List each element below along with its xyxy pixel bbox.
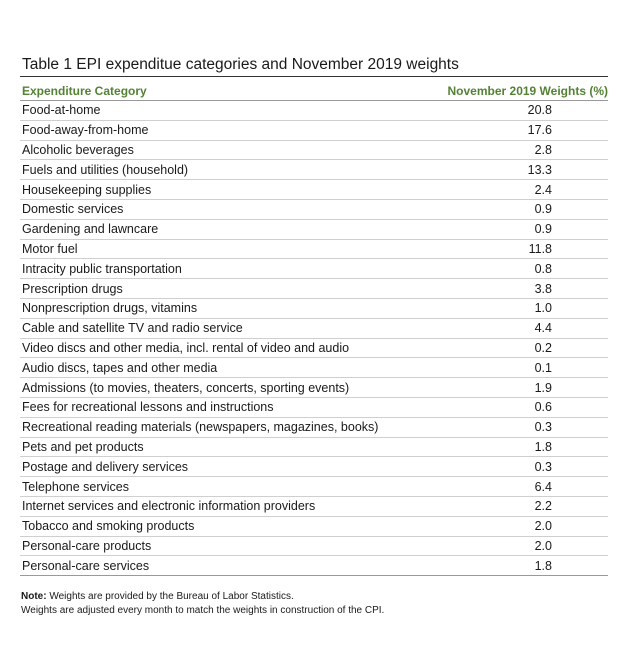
expenditure-category-cell: Tobacco and smoking products: [20, 516, 435, 536]
expenditure-category-cell: Personal-care services: [20, 556, 435, 576]
weight-cell: 3.8: [435, 279, 608, 299]
expenditure-category-cell: Fees for recreational lessons and instructions: [20, 397, 435, 417]
weight-cell: 0.2: [435, 338, 608, 358]
weight-cell: 1.9: [435, 378, 608, 398]
expenditure-category-cell: Food-away-from-home: [20, 120, 435, 140]
expenditure-category-cell: Internet services and electronic information providers: [20, 496, 435, 516]
expenditure-category-cell: Nonprescription drugs, vitamins: [20, 298, 435, 318]
note-line-2: Weights are adjusted every month to match the weights in construction of the CPI.: [21, 605, 385, 617]
weight-cell: 0.9: [435, 219, 608, 239]
weight-cell: 0.9: [435, 199, 608, 219]
expenditure-category-cell: Telephone services: [20, 477, 435, 497]
weight-cell: 1.0: [435, 298, 608, 318]
note-line-1: [21, 590, 608, 604]
expenditure-category-cell: Admissions (to movies, theaters, concerts, sporting events): [20, 378, 435, 398]
table-notes: [20, 590, 608, 618]
weight-cell: 20.8: [435, 101, 608, 121]
weight-cell: 1.8: [435, 437, 608, 457]
expenditure-category-cell: Housekeeping supplies: [20, 180, 435, 200]
weight-cell: 2.0: [435, 516, 608, 536]
expenditure-category-cell: Fuels and utilities (household): [20, 160, 435, 180]
weight-cell: 0.3: [435, 417, 608, 437]
expenditure-category-cell: Recreational reading materials (newspapers, magazines, books): [20, 417, 435, 437]
weight-cell: 0.6: [435, 397, 608, 417]
expenditure-category-cell: Pets and pet products: [20, 437, 435, 457]
weight-cell: 2.2: [435, 496, 608, 516]
header-expenditure-category: Expenditure Category: [20, 81, 435, 101]
table-row: [20, 556, 608, 576]
table-body: [20, 101, 608, 576]
table-row: [20, 358, 608, 378]
table-row: [20, 318, 608, 338]
expenditure-category-cell: Domestic services: [20, 199, 435, 219]
table-row: [20, 279, 608, 299]
weight-cell: 13.3: [435, 160, 608, 180]
table-row: [20, 378, 608, 398]
table-row: [20, 437, 608, 457]
table-row: [20, 160, 608, 180]
table-row: [20, 477, 608, 497]
weight-cell: 2.4: [435, 180, 608, 200]
expenditure-category-cell: Prescription drugs: [20, 279, 435, 299]
table-row: [20, 101, 608, 121]
table-row: [20, 397, 608, 417]
expenditure-category-cell: Gardening and lawncare: [20, 219, 435, 239]
table-row: [20, 298, 608, 318]
weight-cell: 2.8: [435, 140, 608, 160]
expenditure-category-cell: Cable and satellite TV and radio service: [20, 318, 435, 338]
table-header-row: [20, 81, 608, 101]
expenditure-category-cell: Alcoholic beverages: [20, 140, 435, 160]
table-row: [20, 417, 608, 437]
expenditure-category-cell: Intracity public transportation: [20, 259, 435, 279]
expenditure-weights-table: [20, 81, 608, 576]
expenditure-category-cell: Motor fuel: [20, 239, 435, 259]
table-row: [20, 239, 608, 259]
table-row: [20, 516, 608, 536]
weight-cell: 0.1: [435, 358, 608, 378]
table-row: [20, 180, 608, 200]
weight-cell: 1.8: [435, 556, 608, 576]
table-row: [20, 259, 608, 279]
weight-cell: 11.8: [435, 239, 608, 259]
expenditure-category-cell: Postage and delivery services: [20, 457, 435, 477]
table-row: [20, 457, 608, 477]
weight-cell: 4.4: [435, 318, 608, 338]
expenditure-category-cell: Video discs and other media, incl. rental of video and audio: [20, 338, 435, 358]
table-row: [20, 219, 608, 239]
table-row: [20, 140, 608, 160]
weight-cell: 0.3: [435, 457, 608, 477]
note-label: Note:: [21, 591, 47, 603]
document: [20, 55, 608, 618]
header-november-2019-weights: November 2019 Weights (%): [435, 81, 608, 101]
table-row: [20, 536, 608, 556]
expenditure-category-cell: Food-at-home: [20, 101, 435, 121]
expenditure-category-cell: Personal-care products: [20, 536, 435, 556]
note-text-1: Weights are provided by the Bureau of Labor Statistics.: [46, 591, 294, 603]
table-title: Table 1 EPI expenditue categories and November 2019 weights: [20, 55, 608, 77]
table-row: [20, 120, 608, 140]
weight-cell: 0.8: [435, 259, 608, 279]
table-row: [20, 496, 608, 516]
weight-cell: 2.0: [435, 536, 608, 556]
table-row: [20, 338, 608, 358]
weight-cell: 17.6: [435, 120, 608, 140]
weight-cell: 6.4: [435, 477, 608, 497]
expenditure-category-cell: Audio discs, tapes and other media: [20, 358, 435, 378]
table-row: [20, 199, 608, 219]
